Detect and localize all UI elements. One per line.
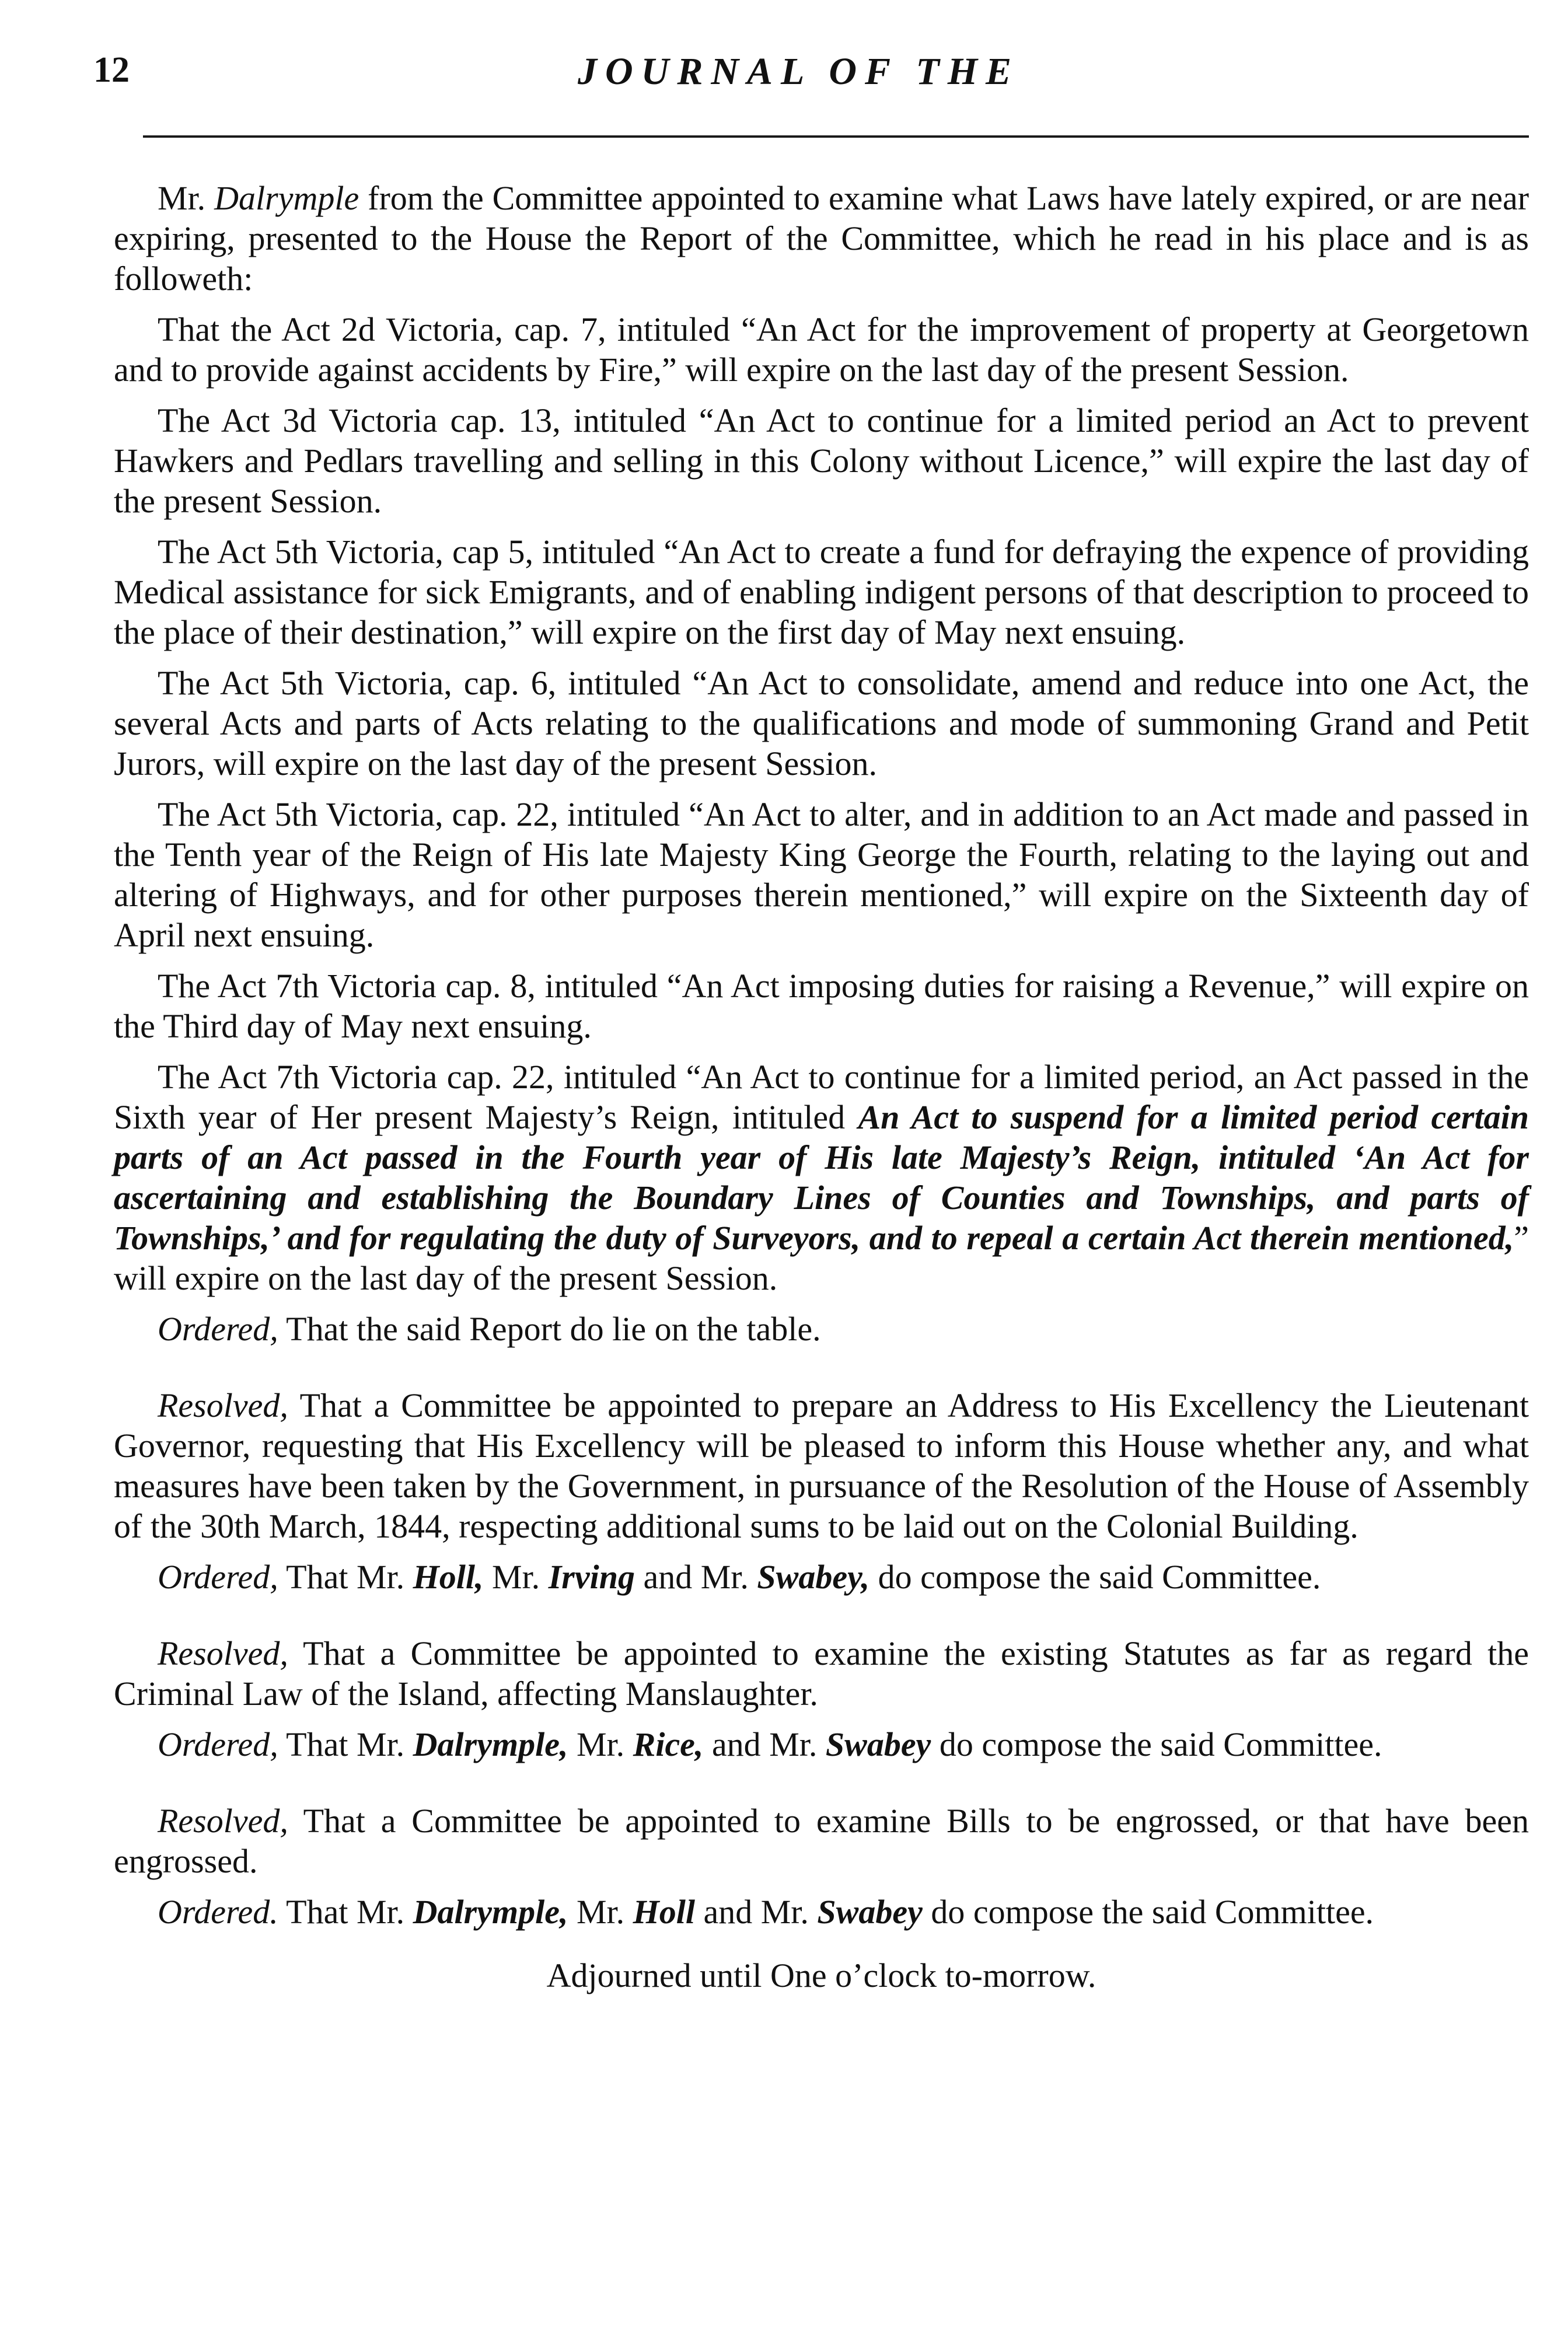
order-report-on-table — [114, 1309, 1529, 1349]
report-item-surveyors-act — [114, 1057, 1529, 1298]
honorific: Mr. — [158, 179, 215, 217]
paragraph-text: do compose the said Committee. — [931, 1725, 1382, 1763]
paragraph-text: That a Committee be appointed to prepare an Address to His Excellency the Lieutenant Governor, requesting that His Excellency will be pleased to inform this House whether any, and what measures have been taken by the Government, in pursuance of the Resolution of the House of Assembly of the 30th March, 1844, respecting additional sums to be laid out on the Colonial Building. — [114, 1386, 1529, 1545]
running-title: JOURNAL OF THE — [578, 50, 1020, 93]
paragraph-text: and — [703, 1725, 770, 1763]
resolution-engrossed-bills-committee — [114, 1801, 1529, 1881]
adjournment-notice: Adjourned until One o’clock to-morrow. — [546, 1956, 1096, 1994]
honorific: Mr. — [700, 1558, 757, 1596]
paragraph-text: from the Committee appointed to examine what Laws have lately expired, or are near expiring, presented to the House the Report of the Committee, which he read in his place and is as followeth: — [114, 179, 1529, 298]
committee-report-intro — [114, 178, 1529, 299]
member-name: Dalrymple, — [413, 1893, 568, 1931]
report-item-revenue-act: The Act 7th Victoria cap. 8, intituled “An Act imposing duties for raising a Revenue,” will expire on the Third day of May next ensuing. — [114, 967, 1529, 1045]
member-name: Swabey — [825, 1725, 931, 1763]
header-rule — [143, 135, 1529, 138]
order-address-committee-members — [114, 1557, 1529, 1597]
paragraph-text: The Act 7th Victoria cap. 22, intituled “An Act to continue for a limited period, an Act passed in the Sixth year of Her present Majesty’s Reign, intituled — [114, 1058, 1529, 1136]
resolution-address-committee — [114, 1385, 1529, 1546]
ordered-label: Ordered, — [158, 1725, 278, 1763]
resolved-label: Resolved, — [158, 1386, 288, 1424]
report-item-jurors-act: The Act 5th Victoria, cap. 6, intituled “An Act to consolidate, amend and reduce into one Act, the several Acts and parts of Acts relating to the qualifications and mode of summoning Grand and Petit Jurors, will expire on the last day of the present Session. — [114, 664, 1529, 782]
paragraph-text: do compose the said Committee. — [869, 1558, 1321, 1596]
member-name: Swabey — [817, 1893, 923, 1931]
order-criminal-law-committee-members — [114, 1724, 1529, 1765]
paragraph-text: and — [634, 1558, 701, 1596]
report-item-georgetown-act: That the Act 2d Victoria, cap. 7, intituled “An Act for the improvement of property at Georgetown and to provide against accidents by Fire,” will expire on the last day of the present Session. — [114, 310, 1529, 389]
report-item-highways-act: The Act 5th Victoria, cap. 22, intituled “An Act to alter, and in addition to an Act made and passed in the Tenth year of the Reign of His late Majesty King George the Fourth, relating to the laying out and altering of Highways, and for other purposes therein mentioned,” will expire on the Sixteenth day of April next ensuing. — [114, 795, 1529, 954]
paragraph-text: That a Committee be appointed to examine the existing Statutes as far as regard the Criminal Law of the Island, affecting Manslaughter. — [114, 1634, 1529, 1713]
member-name: Irving — [548, 1558, 635, 1596]
paragraph-text: That — [278, 1725, 357, 1763]
honorific: Mr. — [356, 1725, 413, 1763]
report-item-emigrants-act: The Act 5th Victoria, cap 5, intituled “An Act to create a fund for defraying the expence of providing Medical assistance for sick Emigrants, and of enabling indigent persons of that description to proceed to the place of their destination,” will expire on the first day of May next ensuing. — [114, 533, 1529, 651]
member-name: Dalrymple, — [413, 1725, 568, 1763]
ordered-label: Ordered, — [158, 1558, 278, 1596]
member-name: Dalrymple — [214, 179, 359, 217]
paragraph-text: That the said Report do lie on the table. — [278, 1310, 821, 1348]
honorific: Mr. — [356, 1558, 413, 1596]
resolved-label: Resolved, — [158, 1634, 288, 1672]
paragraph-text: ” will expire on the last day of the present Session. — [114, 1219, 1529, 1297]
resolution-criminal-law-committee — [114, 1633, 1529, 1714]
paragraph-text: and — [694, 1893, 761, 1931]
resolved-label: Resolved, — [158, 1802, 288, 1840]
act-title-italic: An Act to suspend for a limited period certain parts of an Act passed in the Fourth year of His late Majesty’s Reign, intituled ‘An Act for ascertaining and establishing the Boundary Lines of Counties and Townships, and parts of Townships,’ and for regulating the duty of Surveyors, and to repeal a certain Act therein mentioned, — [114, 1098, 1529, 1257]
honorific: Mr. — [568, 1893, 633, 1931]
journal-body — [114, 178, 1529, 2006]
honorific: Mr. — [568, 1725, 633, 1763]
member-name: Holl, — [413, 1558, 484, 1596]
paragraph-text: That — [278, 1558, 357, 1596]
ordered-label: Ordered, — [158, 1310, 278, 1348]
paragraph-text: That a Committee be appointed to examine Bills to be engrossed, or that have been engrossed. — [114, 1802, 1529, 1880]
honorific: Mr. — [760, 1893, 818, 1931]
report-item-hawkers-act: The Act 3d Victoria cap. 13, intituled “An Act to continue for a limited period an Act to prevent Hawkers and Pedlars travelling and selling in this Colony without Licence,” will expire the last day of the present Session. — [114, 401, 1529, 520]
member-name: Rice, — [633, 1725, 704, 1763]
honorific: Mr. — [769, 1725, 826, 1763]
paragraph-text: That — [278, 1893, 357, 1931]
honorific: Mr. — [483, 1558, 549, 1596]
order-engrossed-bills-committee-members — [114, 1892, 1529, 1932]
page-number: 12 — [93, 50, 130, 90]
ordered-label: Ordered. — [158, 1893, 278, 1931]
member-name: Holl — [633, 1893, 695, 1931]
honorific: Mr. — [356, 1893, 413, 1931]
page-header — [88, 50, 1529, 102]
paragraph-text: do compose the said Committee. — [922, 1893, 1374, 1931]
member-name: Swabey, — [757, 1558, 870, 1596]
